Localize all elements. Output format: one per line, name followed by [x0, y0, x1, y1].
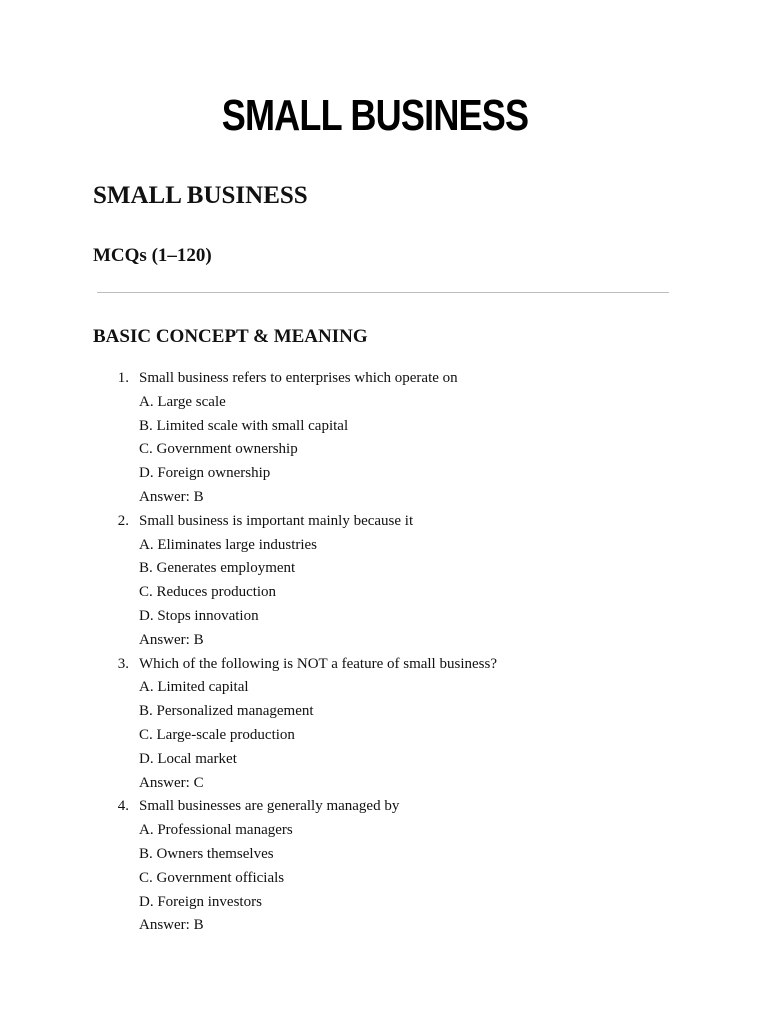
question-item [0, 795, 768, 938]
option-b: B. Personalized management [139, 703, 314, 720]
answer-line: Answer: C [139, 774, 204, 791]
question-number: 2. [117, 512, 129, 529]
option-c: C. Government ownership [139, 441, 298, 458]
option-c: C. Government officials [139, 869, 285, 886]
option-c: C. Large-scale production [139, 726, 295, 743]
answer-line: Answer: B [139, 488, 204, 505]
question-text: Small business is important mainly because it [139, 512, 414, 529]
option-a: A. Professional managers [139, 822, 293, 839]
question-number: 3. [117, 655, 129, 672]
option-d: D. Foreign ownership [139, 465, 271, 482]
answer-line: Answer: B [139, 917, 204, 934]
question-number: 1. [117, 370, 129, 386]
document-subtitle: MCQs (1–120) [93, 245, 212, 266]
option-a: A. Eliminates large industries [139, 536, 318, 553]
question-list [0, 367, 768, 938]
answer-line: Answer: B [139, 631, 204, 648]
question-line [0, 367, 768, 391]
question-number: 4. [117, 798, 129, 815]
option-c: C. Reduces production [139, 584, 277, 601]
question-line [0, 510, 768, 534]
option-a: A. Limited capital [139, 679, 249, 696]
option-a: A. Large scale [139, 393, 226, 410]
banner-title: SMALL BUSINESS [221, 91, 529, 140]
question-text: Which of the following is NOT a feature of small business? [139, 655, 497, 672]
option-d: D. Foreign investors [139, 893, 262, 910]
question-item [0, 367, 768, 510]
question-text: Small businesses are generally managed by [139, 798, 400, 815]
option-b: B. Limited scale with small capital [139, 417, 349, 434]
question-item [0, 653, 768, 796]
section-heading: BASIC CONCEPT & MEANING [93, 326, 368, 347]
question-line [0, 653, 768, 677]
question-text: Small business refers to enterprises which operate on [139, 370, 458, 386]
question-item [0, 510, 768, 653]
option-d: D. Stops innovation [139, 607, 259, 624]
option-b: B. Owners themselves [139, 845, 274, 862]
horizontal-divider [97, 292, 669, 293]
option-b: B. Generates employment [139, 560, 296, 577]
option-d: D. Local market [139, 750, 237, 767]
document-title: SMALL BUSINESS [93, 182, 308, 209]
question-line [0, 795, 768, 819]
